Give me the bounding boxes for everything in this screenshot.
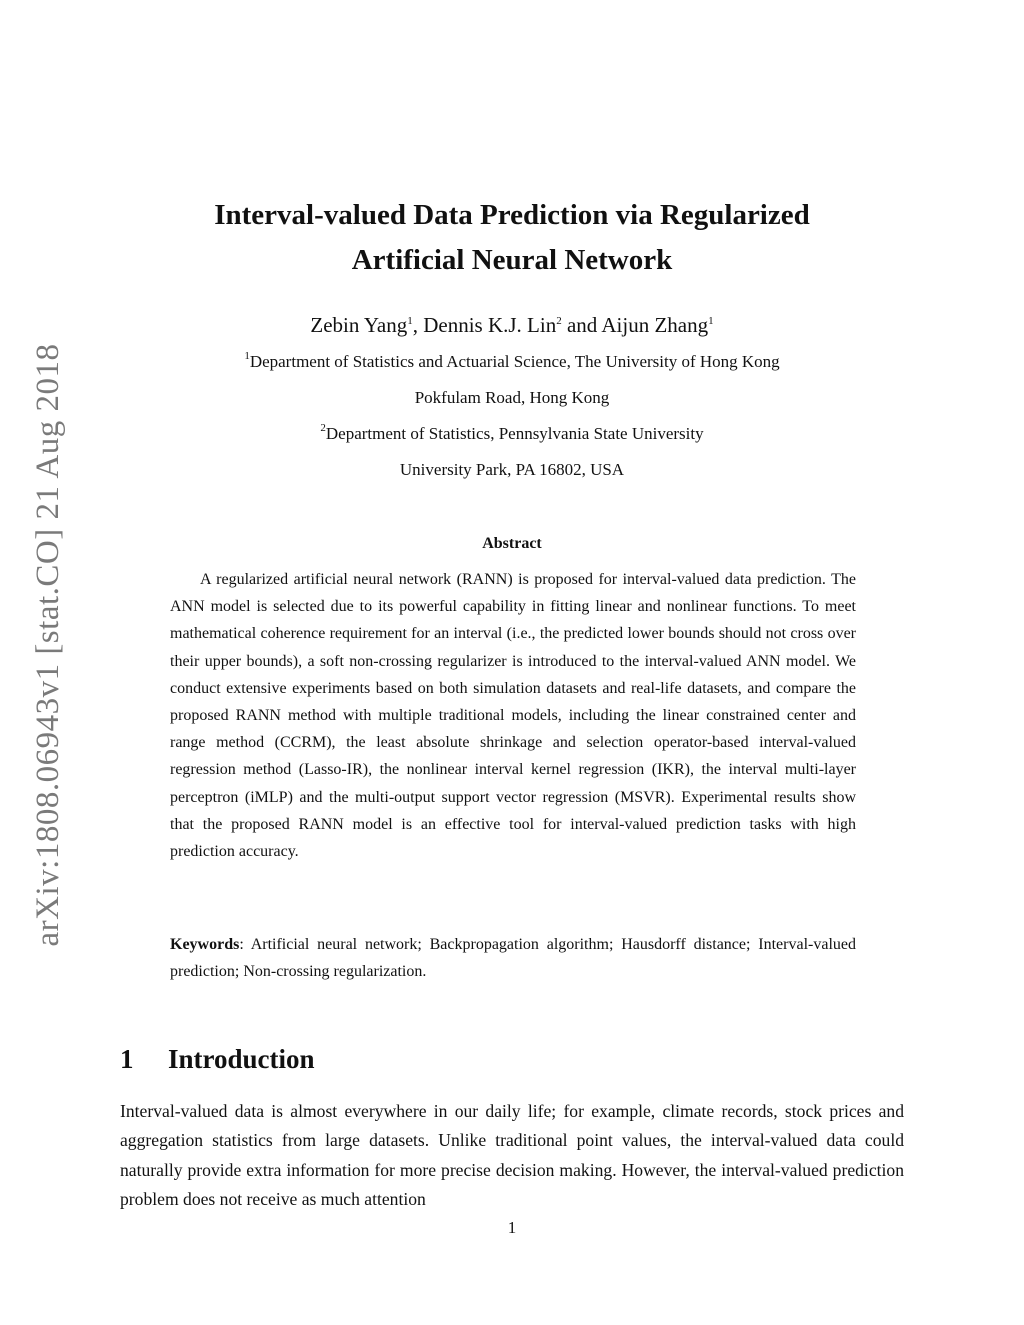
keywords-label: Keywords	[170, 936, 240, 953]
section-number: 1	[120, 1044, 134, 1074]
affiliation-line	[120, 422, 904, 446]
abstract-heading: Abstract	[482, 535, 542, 552]
section-heading	[120, 1039, 315, 1079]
page-number: 1	[507, 1218, 517, 1237]
introduction-paragraph: Interval-valued data is almost everywhere in our daily life; for example, climate records, stock prices and aggregation statistics from large datasets. Unlike traditional point values, the interval-valued data could naturally provide extra information for more precise decision making. However, the interval-valued prediction problem does not receive as much attention	[120, 1101, 904, 1209]
paper-title	[120, 193, 904, 283]
affiliation-text: Pokfulam Road, Hong Kong	[414, 388, 610, 407]
affiliation-text: Department of Statistics, Pennsylvania State University	[325, 424, 704, 443]
affiliation-mark: 2	[320, 422, 326, 434]
author-separator: ,	[412, 313, 424, 337]
affiliation-line	[120, 350, 904, 374]
affiliation-text: University Park, PA 16802, USA	[399, 460, 625, 479]
author-3: Aijun Zhang	[601, 313, 709, 337]
author-separator: and	[561, 313, 602, 337]
arxiv-identifier-stamp: arXiv:1808.06943v1 [stat.CO] 21 Aug 2018	[30, 343, 66, 947]
author-3-affiliation-mark: 1	[708, 315, 714, 327]
affiliation-mark: 1	[244, 350, 250, 362]
abstract-text: A regularized artificial neural network (RANN) is proposed for interval-valued data prediction. The ANN model is selected due to its powerful capability in fitting linear and nonlinear functions. To meet mathematical coherence requirement for an interval (i.e., the predicted lower bounds should not cross over their upper bounds), a soft non-crossing regularizer is introduced to the interval-valued ANN model. We conduct extensive experiments based on both simulation datasets and real-life datasets, and compare the proposed RANN method with multiple traditional models, including the linear constrained center and range method (CCRM), the least absolute shrinkage and selection operator-based interval-valued regression method (Lasso-IR), the nonlinear interval kernel regression (IKR), the interval multi-layer perceptron (iMLP) and the multi-output support vector regression (MSVR). Experimental results show that the proposed RANN model is an effective tool for interval-valued prediction tasks with high prediction accuracy.	[170, 571, 856, 861]
affiliation-text: Department of Statistics and Actuarial Science, The University of Hong Kong	[249, 352, 780, 371]
affiliation-line	[120, 386, 904, 410]
title-line-2: Artificial Neural Network	[351, 244, 673, 276]
keywords-text: : Artificial neural network; Backpropagation algorithm; Hausdorff distance; Interval-valued prediction; Non-crossing regularization.	[170, 936, 856, 980]
author-1: Zebin Yang	[310, 313, 408, 337]
author-2-affiliation-mark: 2	[556, 315, 562, 327]
title-line-1: Interval-valued Data Prediction via Regularized	[214, 199, 810, 231]
author-1-affiliation-mark: 1	[407, 315, 413, 327]
keywords	[170, 931, 856, 985]
author-list	[120, 310, 904, 340]
affiliation-line	[120, 458, 904, 482]
section-title: Introduction	[168, 1044, 315, 1074]
author-2: Dennis K.J. Lin	[423, 313, 557, 337]
